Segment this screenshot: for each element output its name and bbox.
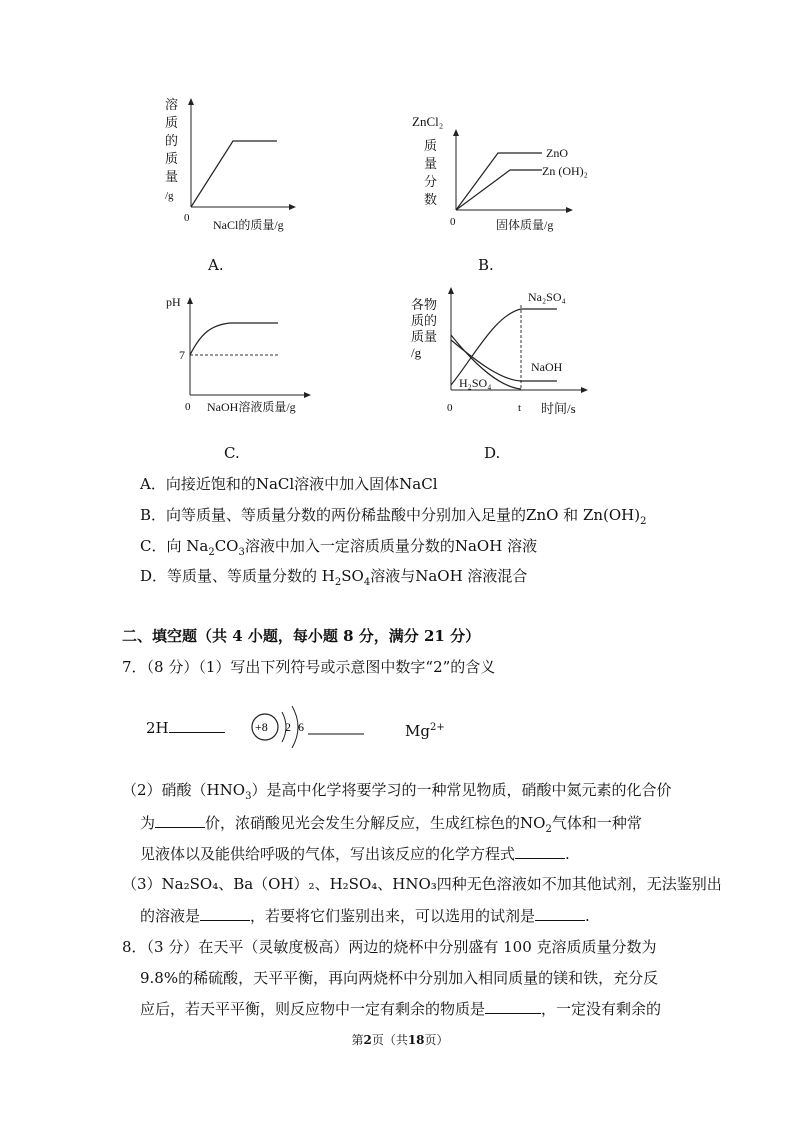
option-c-text: CO bbox=[214, 537, 239, 555]
option-a: A．向接近饱和的NaCl溶液中加入固体NaCl bbox=[140, 475, 438, 493]
chart-b-ylabel-char: 分 bbox=[424, 174, 438, 189]
chart-b-label-znoh2: Zn (OH)₂ bbox=[542, 164, 588, 178]
chart-b-ylabel-char: 质 bbox=[424, 138, 438, 153]
q7-p2-text: （2）硝酸（HNO bbox=[122, 781, 246, 799]
chart-b bbox=[410, 110, 600, 235]
option-b-sub: 2 bbox=[640, 516, 647, 527]
chart-d-label-na2so4: Na₂SO₄ bbox=[528, 290, 566, 304]
chart-d-xlabel: 时间/s bbox=[541, 401, 576, 416]
option-d-sub: 4 bbox=[363, 577, 371, 588]
chart-b-x-arrow bbox=[566, 207, 573, 213]
chart-a-ylabel-char: 质 bbox=[165, 151, 179, 166]
q8-text: ，一定没有剩余的 bbox=[541, 1000, 662, 1018]
q7-sym3-base: Mg bbox=[405, 722, 430, 740]
chart-a-ylabel-char: 的 bbox=[165, 133, 179, 148]
chart-a-x-arrow bbox=[289, 204, 296, 210]
q7-p2-sub: 2 bbox=[545, 824, 552, 835]
q7-p3-line2 bbox=[140, 906, 590, 926]
chart-a-y-arrow bbox=[188, 98, 194, 105]
q7-p3-text: . bbox=[585, 907, 590, 925]
blank[interactable] bbox=[485, 999, 541, 1014]
option-c-sub: 3 bbox=[238, 547, 245, 558]
chart-a-ylabel-char: 质 bbox=[165, 115, 179, 130]
blank[interactable] bbox=[515, 844, 565, 859]
q7-p3-text: 的溶液是 bbox=[140, 907, 201, 925]
chart-a-ylabel-char: 溶 bbox=[165, 97, 179, 112]
chart-c-x-arrow bbox=[304, 392, 311, 398]
shell-1-count: 2 bbox=[285, 720, 291, 734]
q7-sym3 bbox=[405, 718, 445, 741]
q8-text: 应后，若天平平衡，则反应物中一定有剩余的物质是 bbox=[140, 1000, 486, 1018]
q7-p2-text: 价，浓硝酸见光会发生分解反应，生成红棕色的NO bbox=[205, 814, 546, 832]
chart-b-xlabel: 固体质量/g bbox=[496, 218, 554, 232]
q7-p2-line3 bbox=[140, 844, 570, 864]
option-d-text: 溶液与NaOH 溶液混合 bbox=[370, 567, 528, 585]
q8-line1: 8．（3 分）在天平（灵敏度极高）两边的烧杯中分别盛有 100 克溶质质量分数为 bbox=[122, 938, 657, 956]
q7-p2-text: . bbox=[565, 845, 570, 863]
chart-a-xlabel: NaCl的质量/g bbox=[213, 218, 284, 232]
footer-text: 第 bbox=[351, 1033, 364, 1047]
chart-b-ylabel-top: ZnCl₂ bbox=[412, 114, 444, 129]
blank[interactable] bbox=[169, 718, 225, 733]
chart-d-t: t bbox=[518, 402, 522, 414]
shell-2-count: 6 bbox=[298, 720, 304, 734]
blank[interactable] bbox=[155, 813, 205, 828]
q7-p2-text: 气体和一种常 bbox=[551, 814, 642, 832]
q7-p2-line2 bbox=[140, 813, 642, 840]
chart-d-x-arrow bbox=[581, 387, 588, 393]
chart-a-caption: A. bbox=[208, 256, 224, 274]
chart-d-ylabel bbox=[411, 297, 437, 360]
q7-p2-line1 bbox=[122, 780, 671, 807]
chart-b-ylabel-char: 数 bbox=[424, 192, 438, 207]
page-footer bbox=[0, 1031, 800, 1048]
q7-sym1 bbox=[146, 718, 225, 738]
chart-b-line-zno bbox=[456, 153, 542, 210]
q7-p2-text: 见液体以及能供给呼吸的气体，写出该反应的化学方程式 bbox=[140, 845, 516, 863]
q7-sym1-text: 2H bbox=[146, 719, 169, 737]
chart-c-y-arrow bbox=[187, 297, 193, 304]
option-c-sub: 2 bbox=[208, 547, 215, 558]
chart-a bbox=[155, 95, 305, 235]
nucleus-charge: +8 bbox=[255, 720, 268, 734]
chart-b-caption: B. bbox=[478, 256, 494, 274]
chart-b-origin: 0 bbox=[450, 216, 456, 228]
option-d-sub: 2 bbox=[334, 577, 342, 588]
q7-p3-text: ，若要将它们鉴别出来，可以选用的试剂是 bbox=[250, 907, 536, 925]
q7-p2-text: ）是高中化学将要学习的一种常见物质，硝酸中氮元素的化合价 bbox=[251, 781, 672, 799]
option-b-text: B．向等质量、等质量分数的两份稀盐酸中分别加入足量的ZnO 和 Zn(OH) bbox=[140, 506, 641, 524]
q7-p2-text: 为 bbox=[140, 814, 156, 832]
chart-d-caption: D. bbox=[484, 444, 501, 462]
chart-d bbox=[405, 285, 620, 420]
q8-line2: 9.8%的稀硫酸，天平平衡，再向两烧杯中分别加入相同质量的镁和铁，充分反 bbox=[140, 969, 659, 987]
option-d-text: D．等质量、等质量分数的 H bbox=[140, 567, 335, 585]
footer-page-number: 2 bbox=[363, 1033, 372, 1047]
section-title: 二、填空题（共 4 小题，每小题 8 分，满分 21 分） bbox=[122, 627, 481, 645]
chart-b-ylabel bbox=[424, 138, 437, 207]
chart-a-origin: 0 bbox=[184, 212, 190, 224]
chart-b-label-zno: ZnO bbox=[546, 146, 568, 160]
chart-c-caption: C. bbox=[224, 444, 240, 462]
chart-c-xlabel: NaOH溶液质量/g bbox=[207, 400, 296, 414]
chart-c-curve bbox=[190, 323, 278, 355]
chart-d-ylabel-line: 质量 bbox=[411, 329, 438, 344]
option-d bbox=[140, 566, 527, 593]
chart-a-ylabel bbox=[165, 97, 178, 202]
footer-text: 页（共 bbox=[371, 1033, 408, 1047]
chart-b-ylabel-char: 量 bbox=[424, 156, 438, 171]
q7-p3-line1: （3）Na₂SO₄、Ba（OH）₂、H₂SO₄、HNO₃四种无色溶液如不加其他试剂，无法鉴别出 bbox=[122, 875, 722, 893]
q7-line1: 7．（8 分）（1）写出下列符号或示意图中数字“2”的含义 bbox=[122, 658, 496, 676]
chart-c bbox=[160, 290, 325, 420]
chart-d-origin: 0 bbox=[447, 402, 453, 414]
option-c bbox=[140, 536, 537, 563]
option-d-text: SO bbox=[341, 567, 364, 585]
option-c-text: 溶液中加入一定溶质质量分数的NaOH 溶液 bbox=[244, 537, 538, 555]
chart-a-ylabel-unit: /g bbox=[165, 190, 174, 202]
chart-d-label-h2so4: H₂SO₄ bbox=[459, 376, 492, 390]
q7-p2-sub: 3 bbox=[245, 791, 252, 802]
chart-a-curve bbox=[191, 141, 277, 207]
chart-c-y7: 7 bbox=[179, 348, 185, 362]
chart-a-ylabel-char: 量 bbox=[165, 169, 179, 184]
chart-d-ylabel-line: 各物 bbox=[411, 297, 438, 312]
chart-b-y-arrow bbox=[453, 129, 459, 136]
blank[interactable] bbox=[535, 906, 585, 921]
option-b bbox=[140, 505, 646, 532]
chart-d-label-naoh: NaOH bbox=[531, 360, 563, 374]
chart-d-y-arrow bbox=[448, 287, 454, 294]
chart-c-ylabel: pH bbox=[166, 295, 181, 309]
chart-d-ylabel-line: /g bbox=[411, 345, 422, 360]
footer-total-pages: 18 bbox=[407, 1033, 425, 1047]
atom-diagram bbox=[250, 700, 400, 755]
option-c-text: C．向 Na bbox=[140, 537, 209, 555]
footer-text: 页） bbox=[424, 1033, 449, 1047]
chart-c-origin: 0 bbox=[185, 401, 191, 413]
chart-b-line-znoh2 bbox=[456, 170, 542, 210]
chart-d-ylabel-line: 质的 bbox=[411, 313, 438, 328]
blank[interactable] bbox=[200, 906, 250, 921]
q7-sym3-sup: 2+ bbox=[429, 722, 445, 733]
q8-line3 bbox=[140, 999, 661, 1019]
